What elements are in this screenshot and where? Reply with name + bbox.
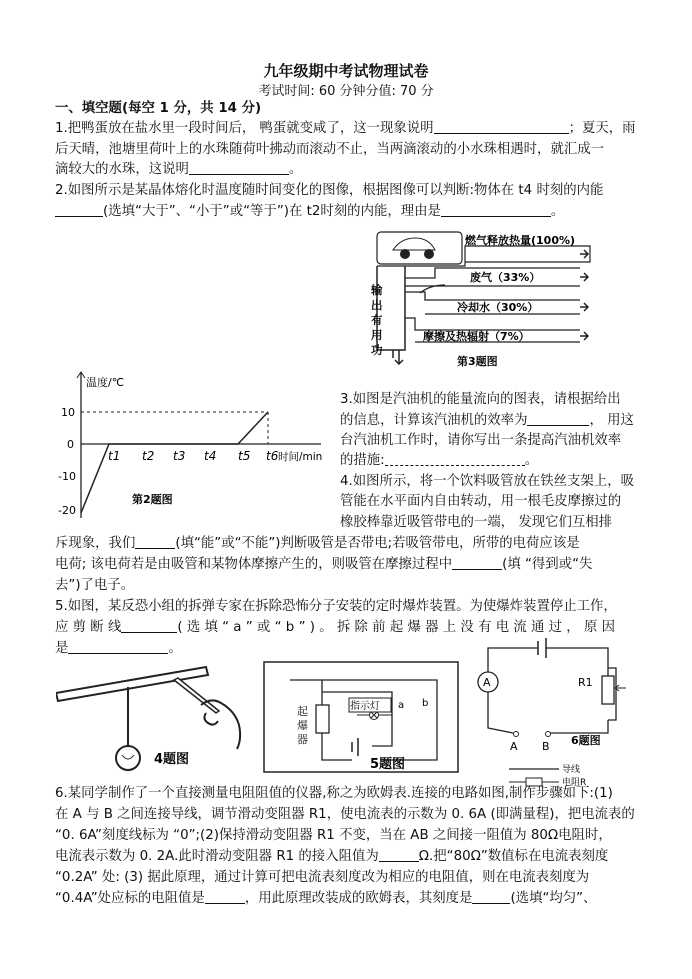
figure-2-caption: 第2题图	[132, 493, 173, 506]
q5-text-d: 。	[168, 641, 182, 656]
cooling-water-label: 冷却水（30%）	[457, 301, 539, 314]
x-axis-label: 时间/min	[278, 451, 323, 463]
answer-blank[interactable]	[205, 889, 245, 904]
ammeter-label: A	[483, 676, 491, 689]
q5-text-c: 是	[55, 641, 69, 656]
question-2-line-1: 2.如图所示是某晶体熔化时温度随时间变化的图像，根据图像可以判断:物体在 t4 时刻的内能	[55, 183, 604, 198]
terminal-a-label: A	[510, 740, 518, 753]
q4-text-b: (填“能”或“不能”)判断吸管是否带电;若吸管带电，所带的电荷应该是	[175, 536, 580, 551]
answer-blank[interactable]	[121, 618, 177, 633]
q1-text-b: ；夏天，雨	[568, 121, 636, 136]
answer-blank[interactable]	[68, 639, 168, 654]
question-1-line-3	[55, 160, 302, 179]
question-3-line-2	[340, 411, 634, 430]
figure-6-ohmmeter-circuit	[468, 638, 636, 765]
q4-text-d: (填 “得到或“失	[502, 557, 593, 572]
question-4-line-2: 管能在水平面内自由转动，用一根毛皮摩擦过的	[340, 494, 622, 509]
rheostat-icon	[602, 676, 614, 704]
x-tick: t2	[142, 449, 155, 463]
r1-label: R1	[578, 676, 593, 689]
answer-blank[interactable]	[55, 202, 103, 217]
device-casing	[264, 662, 458, 772]
terminal-b	[546, 732, 551, 737]
answer-blank[interactable]	[527, 411, 589, 426]
y-axis-label: 温度/℃	[86, 376, 125, 389]
battery-icon	[352, 738, 358, 756]
question-6-line-3: “0. 6A”刻度线标为 “0”;(2)保持滑动变阻器 R1 不变，当在 AB 之间接一阻值为 80Ω电阻时，	[55, 828, 612, 843]
q3-text-b: ， 用这	[589, 413, 634, 428]
question-1-line-1	[55, 119, 636, 138]
battery-icon	[538, 638, 546, 658]
q4-text-c: 电荷; 该电荷若是由吸管和某物体摩擦产生的，则吸管在摩擦过程中	[55, 557, 453, 572]
detonator-label: 起爆器	[297, 705, 308, 746]
x-tick: t4	[204, 449, 217, 463]
question-4-line-6: 去”)了电子。	[55, 578, 135, 593]
x-tick: t1	[108, 449, 121, 463]
figure-2-graph	[56, 368, 336, 528]
question-5-line-1: 5.如图，某反恐小组的拆弹专家在拆除恐怖分子安装的定时爆炸装置。为使爆炸装置停止工作，	[55, 599, 617, 614]
exam-title: 九年级期中考试物理试卷	[263, 62, 429, 80]
q2-text-a: (选填“大于”、“小于”或“等于”)在 t2时刻的内能，理由是	[103, 204, 441, 219]
q3-text-d: 。	[524, 453, 539, 468]
q6-text-e: (选填“均匀”、	[510, 891, 597, 906]
question-6-line-6	[55, 889, 597, 908]
wire-b-label: b	[422, 698, 429, 709]
answer-blank[interactable]	[434, 119, 569, 134]
q2-text-b: 。	[550, 204, 565, 219]
answer-blank[interactable]	[472, 889, 510, 904]
question-4-line-1: 4.如图所示，将一个饮料吸管放在铁丝支架上，吸	[340, 474, 634, 489]
figure-5-bomb-circuit	[262, 660, 462, 775]
q1-text-a: 1.把鸭蛋放在盐水里一段时间后， 鸭蛋就变咸了，这一现象说明	[55, 121, 434, 136]
x-tick: t5	[238, 449, 251, 463]
exam-subtitle: 考试时间: 60 分钟分值: 70 分	[258, 84, 434, 99]
question-3-line-4	[340, 451, 538, 470]
terminal-a	[514, 732, 519, 737]
exhaust-label: 废气（33%）	[470, 271, 541, 284]
q6-text-d: ，用此原理改装成的欧姆表，其刻度是	[244, 891, 473, 906]
x-tick: t6	[266, 449, 279, 463]
lamp-label: 指示灯	[350, 701, 380, 712]
q1-text-c: 滴较大的水珠，这说明	[55, 162, 189, 177]
q5-text-a: 应 剪 断 线	[55, 620, 122, 635]
terminal-b-label: B	[542, 740, 550, 753]
question-6-line-1: 6.某同学制作了一个直接测量电阻阻值的仪器,称之为欧姆表.连接的电路如图,制作步骤如下:(1)	[55, 786, 613, 801]
q1-text-d: 。	[288, 162, 303, 177]
rubber-rod	[174, 678, 219, 713]
question-4-line-4	[55, 534, 580, 553]
q5-text-b: ( 选 填 “ a ” 或 “ b ” ) 。 拆 除 前 起 爆 器 上 没 有 电 流 通 过 ， 原 因	[177, 620, 615, 635]
question-2-line-2	[55, 202, 564, 221]
useful-work-label: 输出有用功	[371, 283, 383, 357]
y-tick: 10	[61, 406, 75, 419]
figure-4-straw	[56, 665, 256, 775]
figure-3-caption: 第3题图	[457, 355, 498, 368]
question-1-line-2: 后天晴，池塘里荷叶上的水珠随荷叶拂动而滚动不止，当两滴滚动的小水珠相遇时，就汇成一	[55, 142, 605, 157]
question-4-line-5	[55, 555, 592, 574]
q6-text-b: Ω.把“80Ω”数值标在电流表刻度	[418, 849, 609, 864]
y-tick: -20	[58, 504, 76, 517]
answer-blank[interactable]	[189, 160, 289, 175]
friction-label: 摩擦及热辐射（7%）	[423, 330, 530, 343]
legend-resistor-label: 电阻R	[562, 778, 587, 788]
y-tick: -10	[58, 470, 76, 483]
stand-base	[116, 746, 140, 770]
fuel-heat-label: 燃气释放热量(100%)	[465, 234, 576, 247]
detonator-box	[316, 705, 329, 733]
y-tick: 0	[67, 438, 74, 451]
question-6-line-2: 在 A 与 B 之间连接导线，调节滑动变阻器 R1，使电流表的示数为 0. 6A (即满量程)，把电流表的	[55, 807, 635, 822]
question-5-line-2	[55, 618, 615, 637]
question-3-line-1: 3.如图是汽油机的能量流向的图表，请根据给出	[340, 392, 621, 407]
section-heading: 一、填空题(每空 1 分，共 14 分)	[55, 101, 262, 116]
answer-blank[interactable]	[135, 534, 175, 549]
question-3-line-3: 台汽油机工作时，请你写出一条提高汽油机效率	[340, 433, 622, 448]
question-4-line-3: 橡胶棒靠近吸管带电的一端， 发现它们互相排	[340, 515, 613, 530]
answer-blank[interactable]	[379, 847, 419, 862]
answer-blank[interactable]	[385, 451, 525, 466]
q4-text-a: 斥现象，我们	[55, 536, 136, 551]
question-5-line-3	[55, 639, 182, 658]
question-6-line-4	[55, 847, 608, 866]
question-6-line-5: “0.2A” 处: (3) 据此原理，通过计算可把电流表刻度改为相应的电阻值，则在电流表刻度为	[55, 870, 590, 885]
legend-wire-label: 导线	[562, 765, 581, 775]
answer-blank[interactable]	[441, 202, 551, 217]
x-tick: t3	[173, 449, 186, 463]
q6-text-a: 电流表示数为 0. 2A.此时滑动变阻器 R1 的接入阻值为	[55, 849, 379, 864]
q3-text-a: 的信息，计算该汽油机的效率为	[340, 413, 528, 428]
hand-icon	[201, 700, 240, 749]
figure-3-energy-flow	[365, 228, 610, 373]
wire-a-label: a	[398, 700, 405, 711]
figure-5-caption: 5题图	[370, 757, 406, 772]
answer-blank[interactable]	[452, 555, 502, 570]
q6-text-c: “0.4A”处应标的电阻值是	[55, 891, 205, 906]
q3-text-c: 的措施:	[340, 453, 385, 468]
figure-6-caption: 6题图	[571, 734, 601, 747]
figure-4-caption: 4题图	[154, 752, 190, 767]
